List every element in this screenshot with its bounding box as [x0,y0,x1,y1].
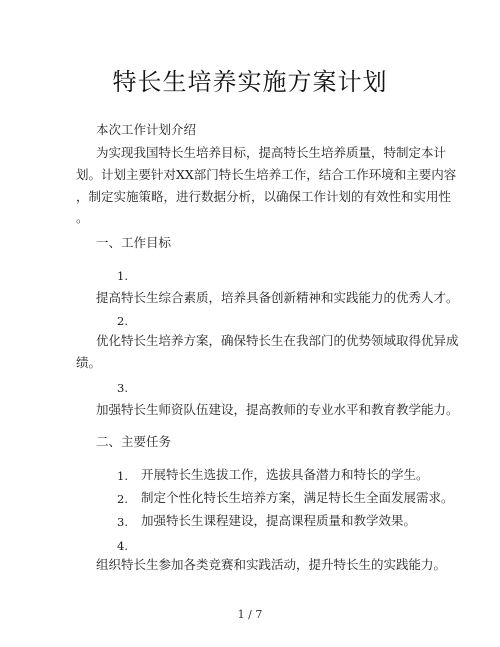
task-text: 开展特长生选拔工作，选拔具备潜力和特长的学生。 [141,467,429,482]
goal-text: 优化特长生培养方案，确保特长生在我部门的优势领域取得优异成 [96,333,459,348]
task-number: 4. [117,539,128,553]
task-number: 2. [117,492,128,506]
section-heading-tasks: 二、主要任务 [96,434,172,449]
document-title: 特长生培养实施方案计划 [112,68,388,96]
goal-number: 1. [117,269,128,283]
intro-line: 为实现我国特长生培养目标，提高特长生培养质量，特制定本计 [96,145,447,160]
task-text: 制定个性化特长生培养方案，满足特长生全面发展需求。 [141,490,454,505]
goal-text: 加强特长生师资队伍建设，提高教师的专业水平和教育教学能力。 [96,402,459,417]
intro-line: ，制定实施策略，进行数据分析，以确保工作计划的有效性和实用性 [76,189,452,204]
section-heading-goals: 一、工作目标 [96,235,172,250]
task-number: 1. [117,469,128,483]
goal-number: 3. [117,381,128,395]
task-text: 加强特长生课程建设，提高课程质量和教学效果。 [141,513,417,528]
intro-heading: 本次工作计划介绍 [96,122,197,137]
intro-line: 。 [76,210,89,225]
goal-text: 绩。 [76,355,102,370]
goal-text: 提高特长生综合素质，培养具备创新精神和实践能力的优秀人才。 [96,290,459,305]
task-number: 3. [117,515,128,529]
intro-line: 划。计划主要针对XX部门特长生培养工作，结合工作环境和主要内容 [76,167,457,182]
page-indicator: 1 / 7 [237,608,263,621]
goal-number: 2. [117,314,128,328]
task-text: 组织特长生参加各类竞赛和实践活动，提升特长生的实践能力。 [96,557,447,572]
